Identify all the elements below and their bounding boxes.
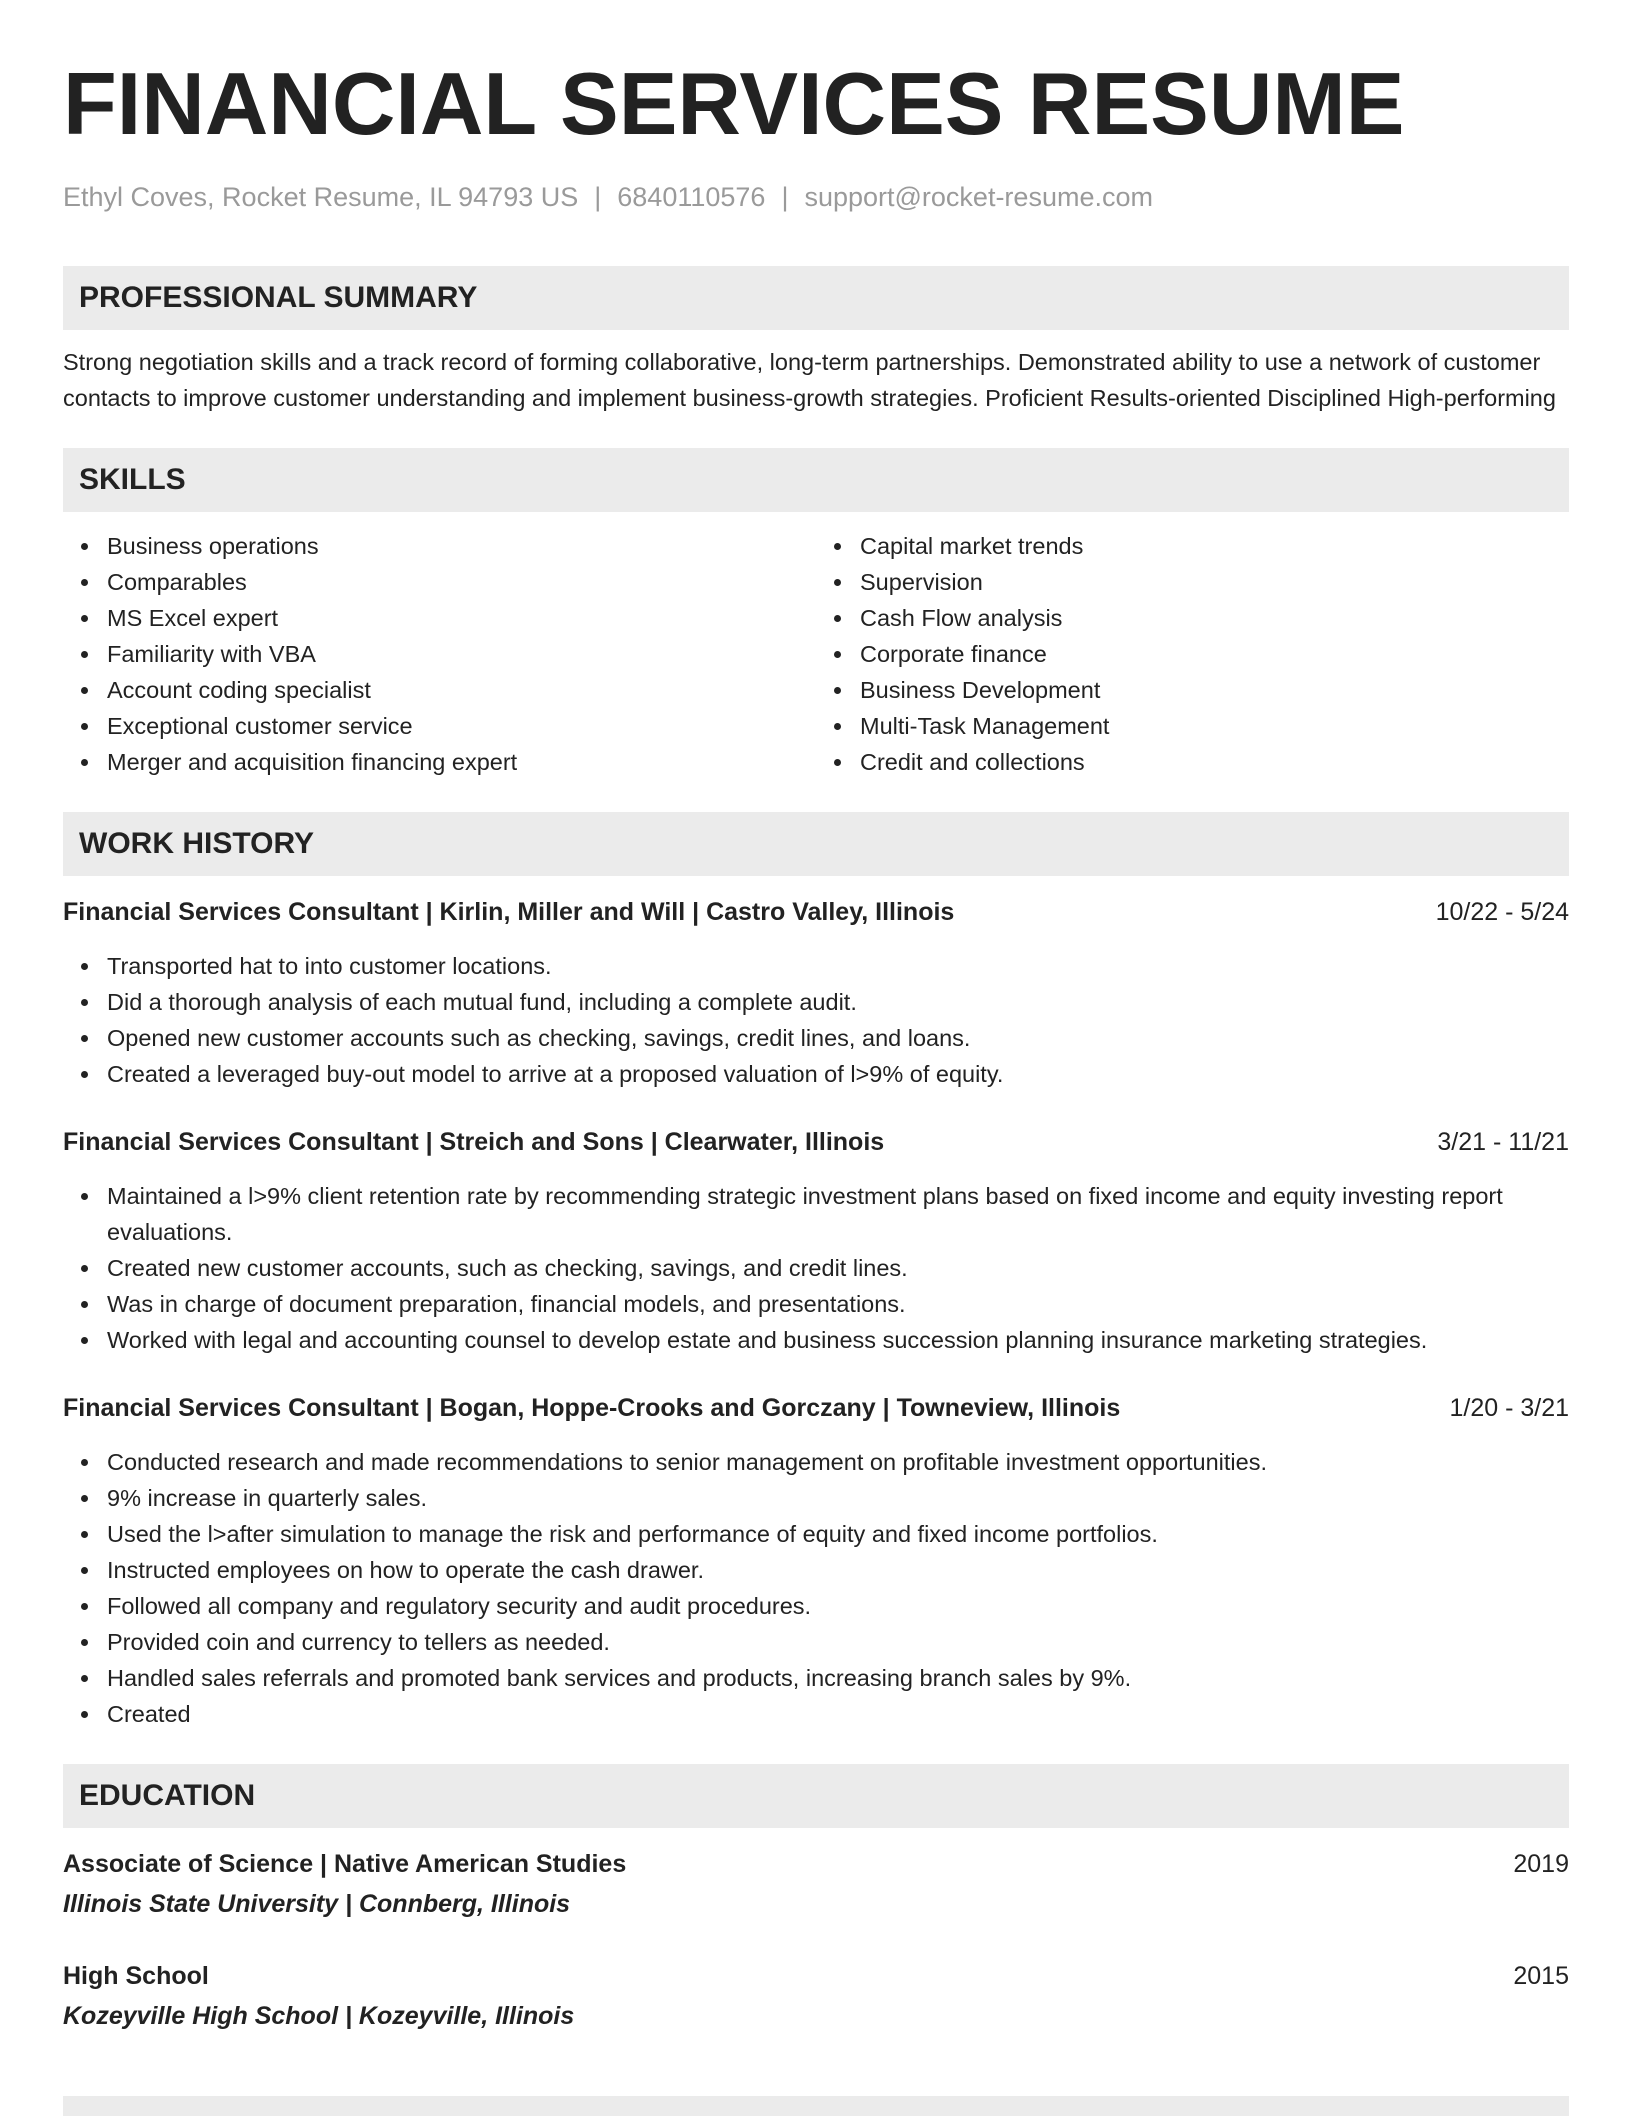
job-entry: [63, 1124, 1569, 1358]
job-bullets: [63, 948, 1569, 1092]
education-school: Kozeyville High School | Kozeyville, Illinois: [63, 2002, 575, 2030]
skill-item: Capital market trends: [816, 528, 1569, 564]
job-dates: 10/22 - 5/24: [1435, 898, 1569, 926]
job-bullet: Followed all company and regulatory security and audit procedures.: [63, 1588, 1569, 1624]
education-header: [63, 1958, 1569, 1994]
contact-separator: |: [594, 182, 602, 212]
education-year: 2015: [1513, 1962, 1569, 1990]
job-bullet: Worked with legal and accounting counsel to develop estate and business succession planning insurance marketing strategies.: [63, 1322, 1569, 1358]
job-bullet: Did a thorough analysis of each mutual fund, including a complete audit.: [63, 984, 1569, 1020]
skill-item: MS Excel expert: [63, 600, 816, 636]
skills-list: [63, 528, 1569, 780]
section-heading-education: EDUCATION: [63, 1764, 1569, 1828]
skill-item: Corporate finance: [816, 636, 1569, 672]
resume-title: FINANCIAL SERVICES RESUME: [63, 54, 1405, 153]
job-bullet: Conducted research and made recommendations to senior management on profitable investment opportunities.: [63, 1444, 1569, 1480]
job-title: Financial Services Consultant | Streich and Sons | Clearwater, Illinois: [63, 1128, 885, 1156]
job-title: Financial Services Consultant | Bogan, Hoppe-Crooks and Gorczany | Towneview, Illinois: [63, 1394, 1121, 1422]
skill-item: Merger and acquisition financing expert: [63, 744, 816, 780]
job-bullet: Created new customer accounts, such as checking, savings, and credit lines.: [63, 1250, 1569, 1286]
skill-item: Comparables: [63, 564, 816, 600]
skill-item: Cash Flow analysis: [816, 600, 1569, 636]
job-bullets: [63, 1444, 1569, 1732]
job-bullet: Provided coin and currency to tellers as needed.: [63, 1624, 1569, 1660]
education-entry: [63, 1958, 1569, 2034]
education-header: [63, 1846, 1569, 1882]
skill-item: Business operations: [63, 528, 816, 564]
job-bullet: Used the l>after simulation to manage the risk and performance of equity and fixed income portfolios.: [63, 1516, 1569, 1552]
education-school: Illinois State University | Connberg, Illinois: [63, 1890, 571, 1918]
education-entry: [63, 1846, 1569, 1922]
summary-text: Strong negotiation skills and a track record of forming collaborative, long-term partnerships. Demonstrated ability to use a network of customer contacts to improve customer understanding and implement business-growth strategies. Proficient Results-oriented Disciplined High-performing: [63, 349, 1556, 411]
skills-column-right: [816, 528, 1569, 780]
skill-item: Multi-Task Management: [816, 708, 1569, 744]
contact-line: [63, 180, 1569, 214]
job-bullet: Opened new customer accounts such as checking, savings, credit lines, and loans.: [63, 1020, 1569, 1056]
skill-item: Exceptional customer service: [63, 708, 816, 744]
job-bullet: 9% increase in quarterly sales.: [63, 1480, 1569, 1516]
job-entry: [63, 1390, 1569, 1732]
job-title: Financial Services Consultant | Kirlin, Miller and Will | Castro Valley, Illinois: [63, 898, 955, 926]
contact-address: Ethyl Coves, Rocket Resume, IL 94793 US: [63, 182, 579, 212]
skill-item: Familiarity with VBA: [63, 636, 816, 672]
skills-column-left: [63, 528, 816, 780]
education-degree: High School: [63, 1962, 209, 1990]
job-bullet: Instructed employees on how to operate the cash drawer.: [63, 1552, 1569, 1588]
job-header: [63, 894, 1569, 930]
job-bullet: Was in charge of document preparation, financial models, and presentations.: [63, 1286, 1569, 1322]
job-dates: 3/21 - 11/21: [1437, 1128, 1569, 1156]
job-bullets: [63, 1178, 1569, 1358]
contact-email: support@rocket-resume.com: [804, 182, 1153, 212]
job-bullet: Handled sales referrals and promoted bank services and products, increasing branch sales by 9%.: [63, 1660, 1569, 1696]
next-section-heading-bar: [63, 2096, 1569, 2116]
section-heading-work-history: WORK HISTORY: [63, 812, 1569, 876]
job-header: [63, 1124, 1569, 1160]
job-entry: [63, 894, 1569, 1092]
skill-item: Account coding specialist: [63, 672, 816, 708]
contact-phone: 6840110576: [617, 182, 766, 212]
job-bullet: Created: [63, 1696, 1569, 1732]
skill-item: Credit and collections: [816, 744, 1569, 780]
section-heading-summary: PROFESSIONAL SUMMARY: [63, 266, 1569, 330]
skill-item: Business Development: [816, 672, 1569, 708]
job-dates: 1/20 - 3/21: [1449, 1394, 1569, 1422]
job-bullet: Maintained a l>9% client retention rate by recommending strategic investment plans based on fixed income and equity investing report evaluations.: [63, 1178, 1569, 1250]
education-degree: Associate of Science | Native American Studies: [63, 1850, 627, 1878]
contact-separator: |: [781, 182, 789, 212]
job-bullet: Created a leveraged buy-out model to arrive at a proposed valuation of l>9% of equity.: [63, 1056, 1569, 1092]
job-bullet: Transported hat to into customer locations.: [63, 948, 1569, 984]
section-heading-skills: SKILLS: [63, 448, 1569, 512]
job-header: [63, 1390, 1569, 1426]
skill-item: Supervision: [816, 564, 1569, 600]
education-year: 2019: [1513, 1850, 1569, 1878]
